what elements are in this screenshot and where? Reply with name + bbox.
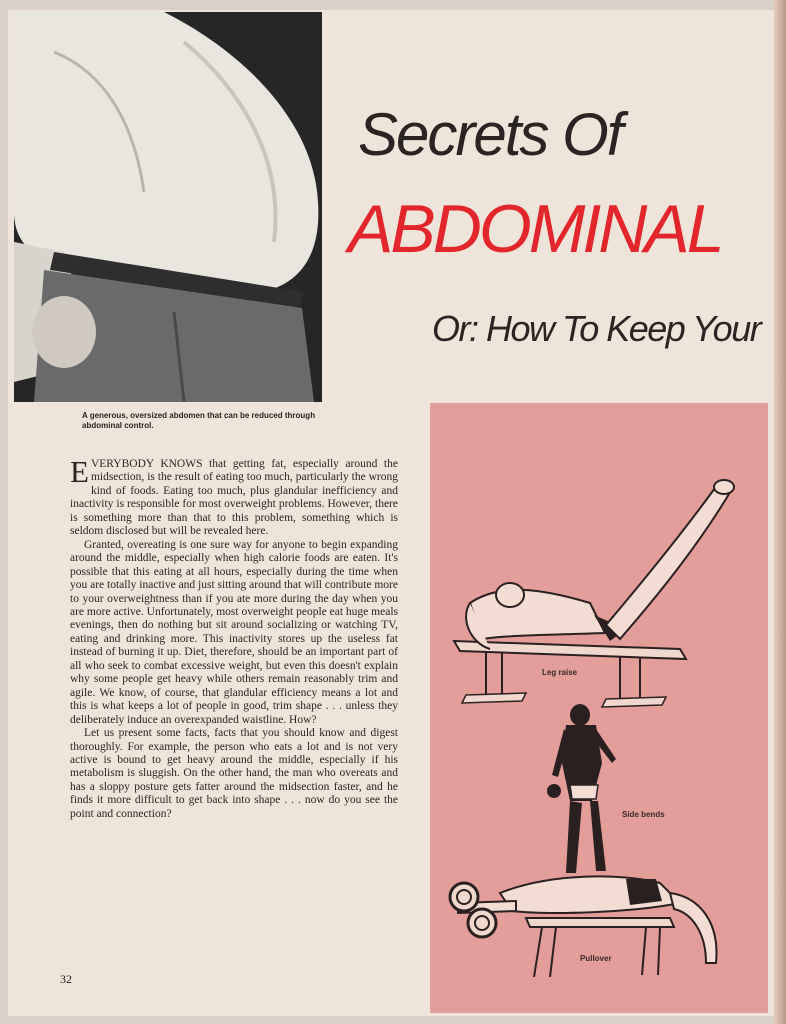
next-page-edge — [774, 0, 786, 1024]
title-line-2: ABDOMINAL — [348, 191, 722, 267]
paragraph-2: Granted, overeating is one sure way for anyone to begin expanding around the middle, especially when high calorie foods are eaten. It's possible that this eating at all hours, especially during the time when you are totally inactive and just sitting around that will contribute more to your overweightness than if you ate more during the day when you are more active. Unfortunately, most overweight people eat huge meals evenings, then do nothing but sit around socializing or watching TV, eating and drinking more. This inactivity stores up the useless fat instead of burning it up. Diet, therefore, should be an important part of all who seek to combat excessive weight, but even this doesn't explain why some people get heavy while others remain reasonably trim and agile. We know, of course, that glandular efficiency means a lot and this is what keeps a lot of people in good, trim shape . . . unless they deliberately induce an overexpanded waistline. How? — [70, 538, 398, 726]
article-body — [70, 454, 398, 821]
drop-cap: E — [70, 454, 89, 489]
exercise-illustration-panel — [430, 403, 768, 1013]
abdomen-photo-drawing — [14, 12, 322, 402]
exercise-illustrations — [430, 403, 768, 1013]
label-side-bends: Side bends — [622, 810, 665, 819]
paragraph-1 — [70, 454, 398, 539]
paragraph-3: Let us present some facts, facts that you should know and digest thoroughly. For example, the person who eats a lot and is not very active is bound to get heavy around the middle, especially if his metabolism is sluggish. On the other hand, the man who overeats and has a sloppy posture gets fatter around the midsection faster, and he finds it more difficult to get back into shape . . . now do you see the point and connection? — [70, 727, 398, 820]
title-line-1: Secrets Of — [358, 101, 622, 168]
photo-caption: A generous, oversized abdomen that can be reduced through abdominal control. — [82, 411, 316, 430]
label-pullover: Pullover — [580, 954, 612, 963]
paragraph-1-text: VERYBODY KNOWS that getting fat, especially around the midsection, is the result of eating too much, particularly the wrong kind of foods. Eating too much, plus glandular inefficiency and inactivity is responsible for most overweight problems. However, there is something more than that to this problem, something which is seldom disclosed but will be revealed here. — [70, 458, 398, 538]
page-number: 32 — [60, 972, 72, 986]
label-leg-raise: Leg raise — [542, 668, 578, 677]
title-line-3: Or: How To Keep Your — [432, 308, 761, 349]
abdomen-photo — [14, 12, 322, 402]
